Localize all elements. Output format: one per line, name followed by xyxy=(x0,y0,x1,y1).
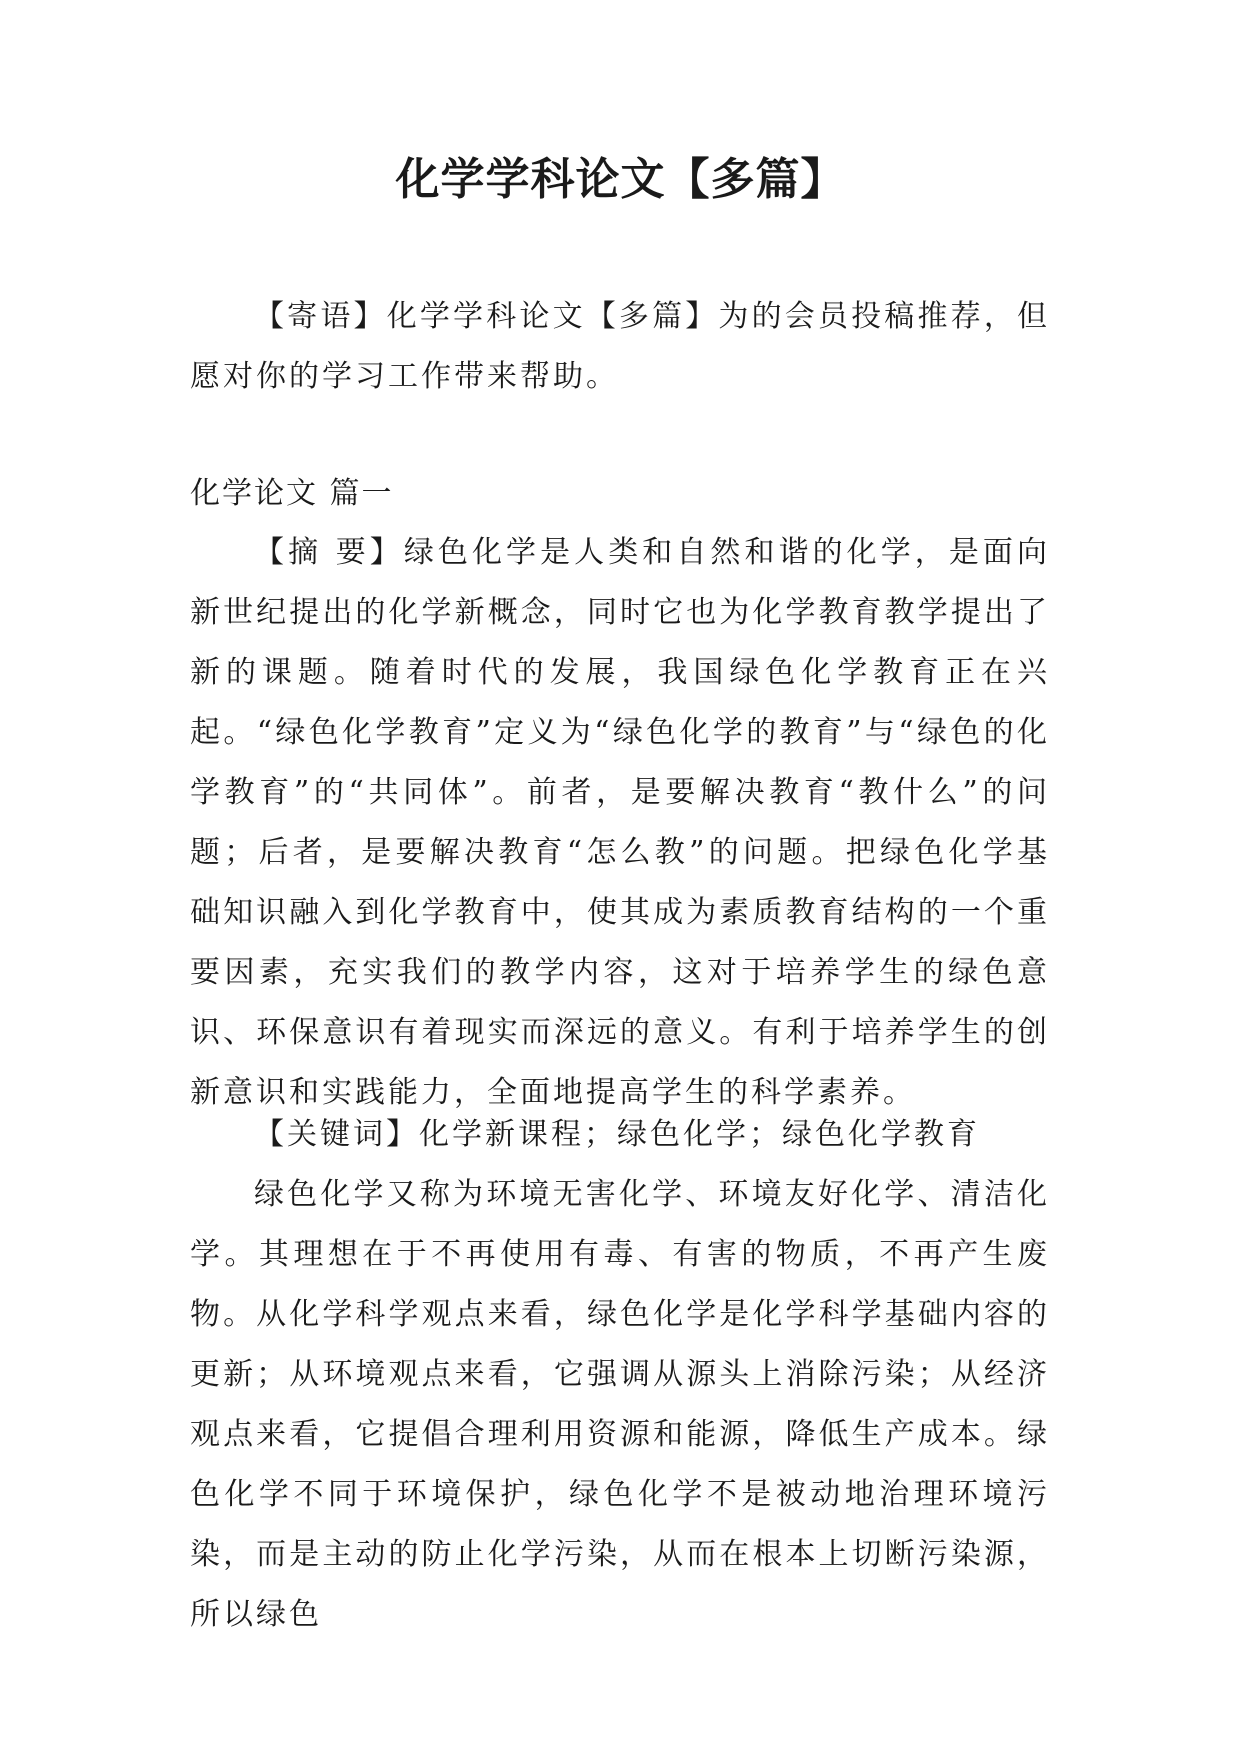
body-paragraph: 绿色化学又称为环境无害化学、环境友好化学、清洁化学。其理想在于不再使用有毒、有害的物质，不再产生废物。从化学科学观点来看，绿色化学是化学科学基础内容的更新；从环境观点来看，它强调从源头上消除污染；从经济观点来看，它提倡合理利用资源和能源，降低生产成本。绿色化学不同于环境保护，绿色化学不是被动地治理环境污染，而是主动的防止化学污染，从而在根本上切断污染源，所以绿色 xyxy=(190,1177,1050,1632)
document-title: 化学学科论文【多篇】 xyxy=(395,154,846,205)
abstract-paragraph: 【摘 要】绿色化学是人类和自然和谐的化学，是面向新世纪提出的化学新概念，同时它也为化学教育教学提出了新的课题。随着时代的发展，我国绿色化学教育正在兴起。“绿色化学教育”定义为“绿色化学的教育”与“绿色的化学教育”的“共同体”。前者，是要解决教育“教什么”的问题；后者，是要解决教育“怎么教”的问题。把绿色化学基础知识融入到化学教育中，使其成为素质教育结构的一个重要因素，充实我们的教学内容，这对于培养学生的绿色意识、环保意识有着现实而深远的意义。有利于培养学生的创新意识和实践能力，全面地提高学生的科学素养。 xyxy=(190,535,1050,1110)
intro-paragraph: 【寄语】化学学科论文【多篇】为的会员投稿推荐，但愿对你的学习工作带来帮助。 xyxy=(190,299,1050,394)
keywords-paragraph: 【关键词】化学新课程；绿色化学；绿色化学教育 xyxy=(254,1117,980,1152)
section-heading: 化学论文 篇一 xyxy=(190,476,394,511)
